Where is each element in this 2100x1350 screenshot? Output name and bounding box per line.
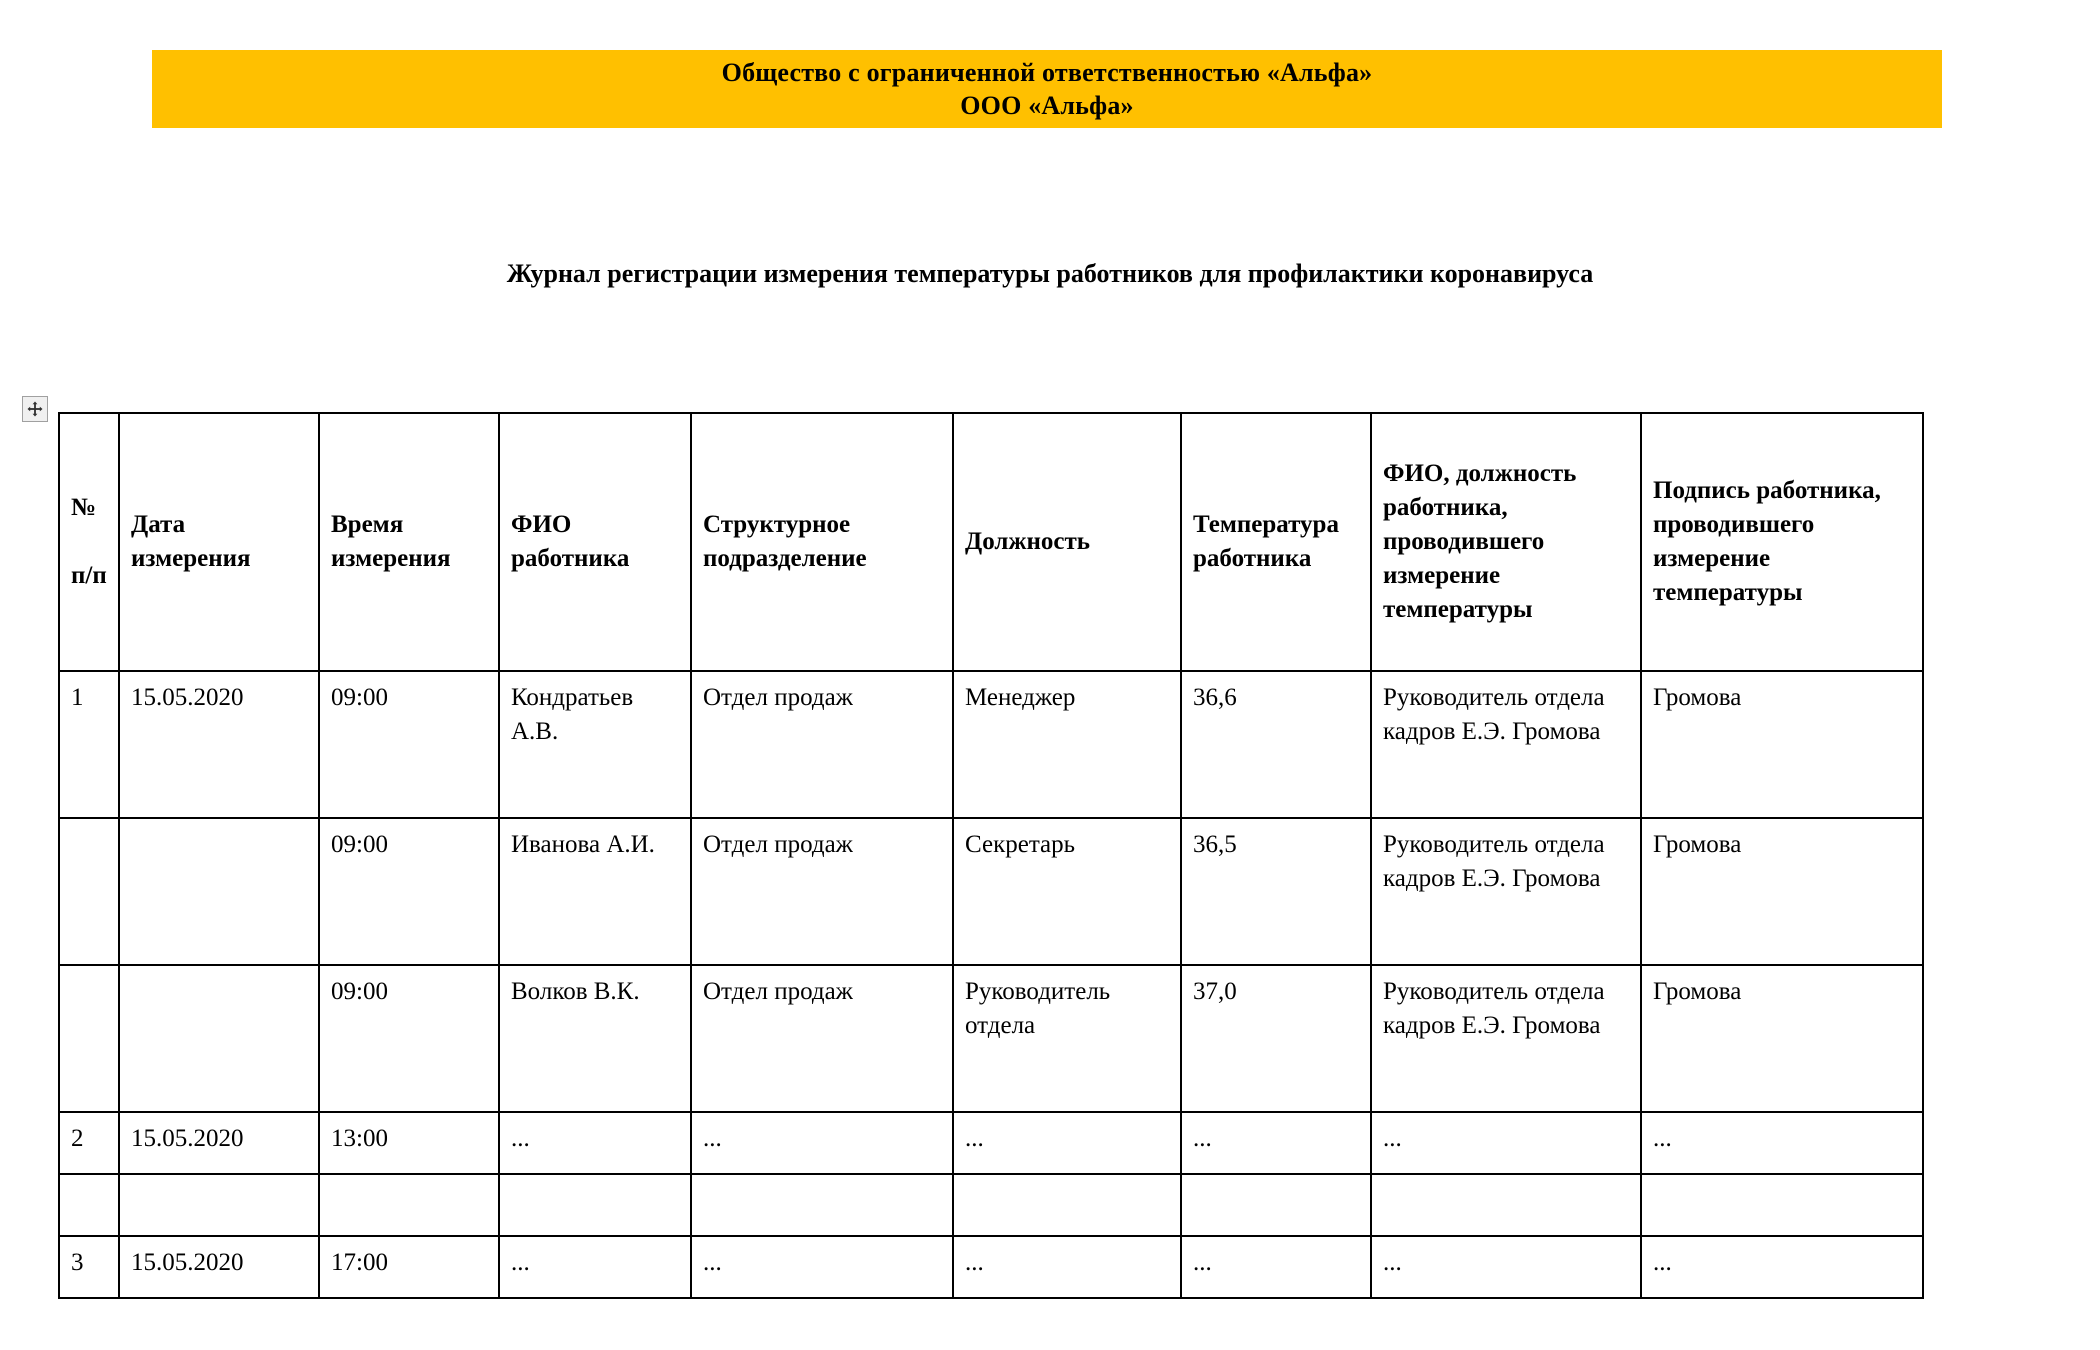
column-header-time: Время измерения — [319, 413, 499, 671]
table-row[interactable] — [59, 965, 1923, 1112]
temperature-journal-table — [58, 412, 1924, 1299]
cell-temperature — [1181, 1174, 1371, 1236]
cell-signature: ... — [1641, 1112, 1923, 1174]
cell-measurer: ... — [1371, 1112, 1641, 1174]
cell-number — [59, 818, 119, 965]
cell-department: Отдел продаж — [691, 671, 953, 818]
cell-department — [691, 1174, 953, 1236]
cell-employee-name: Волков В.К. — [499, 965, 691, 1112]
cell-signature: Громова — [1641, 671, 1923, 818]
cell-number: 1 — [59, 671, 119, 818]
cell-position: ... — [953, 1112, 1181, 1174]
cell-signature: Громова — [1641, 965, 1923, 1112]
cell-temperature: 36,6 — [1181, 671, 1371, 818]
column-header-date: Дата измерения — [119, 413, 319, 671]
column-header-number — [59, 413, 119, 671]
cell-measurer — [1371, 1174, 1641, 1236]
table-header-row — [59, 413, 1923, 671]
column-header-measurer: ФИО, должность работника, проводившего измерение температуры — [1371, 413, 1641, 671]
column-header-position: Должность — [953, 413, 1181, 671]
company-banner — [152, 50, 1942, 128]
page-title: Журнал регистрации измерения температуры работников для профилактики коронавируса — [506, 259, 1594, 288]
cell-employee-name — [499, 1174, 691, 1236]
cell-department: ... — [691, 1112, 953, 1174]
cell-time — [319, 1174, 499, 1236]
column-header-signature: Подпись работника, проводившего измерение температуры — [1641, 413, 1923, 671]
cell-employee-name: ... — [499, 1236, 691, 1298]
cell-employee-name: Кондратьев А.В. — [499, 671, 691, 818]
cell-employee-name: Иванова А.И. — [499, 818, 691, 965]
cell-position: Менеджер — [953, 671, 1181, 818]
cell-time: 09:00 — [319, 818, 499, 965]
cell-time: 09:00 — [319, 965, 499, 1112]
cell-department: ... — [691, 1236, 953, 1298]
cell-department: Отдел продаж — [691, 965, 953, 1112]
column-header-temperature: Температура работника — [1181, 413, 1371, 671]
cell-employee-name: ... — [499, 1112, 691, 1174]
cell-date — [119, 818, 319, 965]
column-header-number-top: № — [71, 494, 97, 521]
cell-number: 2 — [59, 1112, 119, 1174]
table-row[interactable] — [59, 818, 1923, 965]
cell-position — [953, 1174, 1181, 1236]
cell-number — [59, 1174, 119, 1236]
cell-date — [119, 965, 319, 1112]
cell-time: 17:00 — [319, 1236, 499, 1298]
column-header-employee-name: ФИО работника — [499, 413, 691, 671]
cell-position: Руководитель отдела — [953, 965, 1181, 1112]
cell-time: 09:00 — [319, 671, 499, 818]
table-header — [59, 413, 1923, 671]
cell-temperature: 37,0 — [1181, 965, 1371, 1112]
company-full-name: Общество с ограниченной ответственностью «Альфа» — [721, 58, 1373, 87]
cell-time: 13:00 — [319, 1112, 499, 1174]
cell-measurer: ... — [1371, 1236, 1641, 1298]
cell-signature — [1641, 1174, 1923, 1236]
cell-signature: Громова — [1641, 818, 1923, 965]
column-header-number-bottom: п/п — [71, 562, 107, 589]
cell-temperature: 36,5 — [1181, 818, 1371, 965]
cell-temperature: ... — [1181, 1112, 1371, 1174]
cell-measurer: Руководитель отдела кадров Е.Э. Громова — [1371, 965, 1641, 1112]
cell-date — [119, 1174, 319, 1236]
cell-number — [59, 965, 119, 1112]
journal-table-container — [58, 412, 1922, 1299]
cell-department: Отдел продаж — [691, 818, 953, 965]
column-header-department: Структурное подразделение — [691, 413, 953, 671]
cell-measurer: Руководитель отдела кадров Е.Э. Громова — [1371, 818, 1641, 965]
cell-signature: ... — [1641, 1236, 1923, 1298]
cell-position: ... — [953, 1236, 1181, 1298]
cell-date: 15.05.2020 — [119, 1236, 319, 1298]
table-body — [59, 671, 1923, 1298]
cell-position: Секретарь — [953, 818, 1181, 965]
cell-temperature: ... — [1181, 1236, 1371, 1298]
table-move-handle[interactable] — [22, 396, 48, 422]
table-row[interactable] — [59, 1236, 1923, 1298]
cell-number: 3 — [59, 1236, 119, 1298]
company-short-name: ООО «Альфа» — [960, 91, 1134, 120]
cell-date: 15.05.2020 — [119, 671, 319, 818]
cell-measurer: Руководитель отдела кадров Е.Э. Громова — [1371, 671, 1641, 818]
move-four-arrows-icon — [27, 401, 43, 417]
cell-date: 15.05.2020 — [119, 1112, 319, 1174]
table-row[interactable] — [59, 671, 1923, 818]
table-row[interactable] — [59, 1112, 1923, 1174]
table-row[interactable] — [59, 1174, 1923, 1236]
